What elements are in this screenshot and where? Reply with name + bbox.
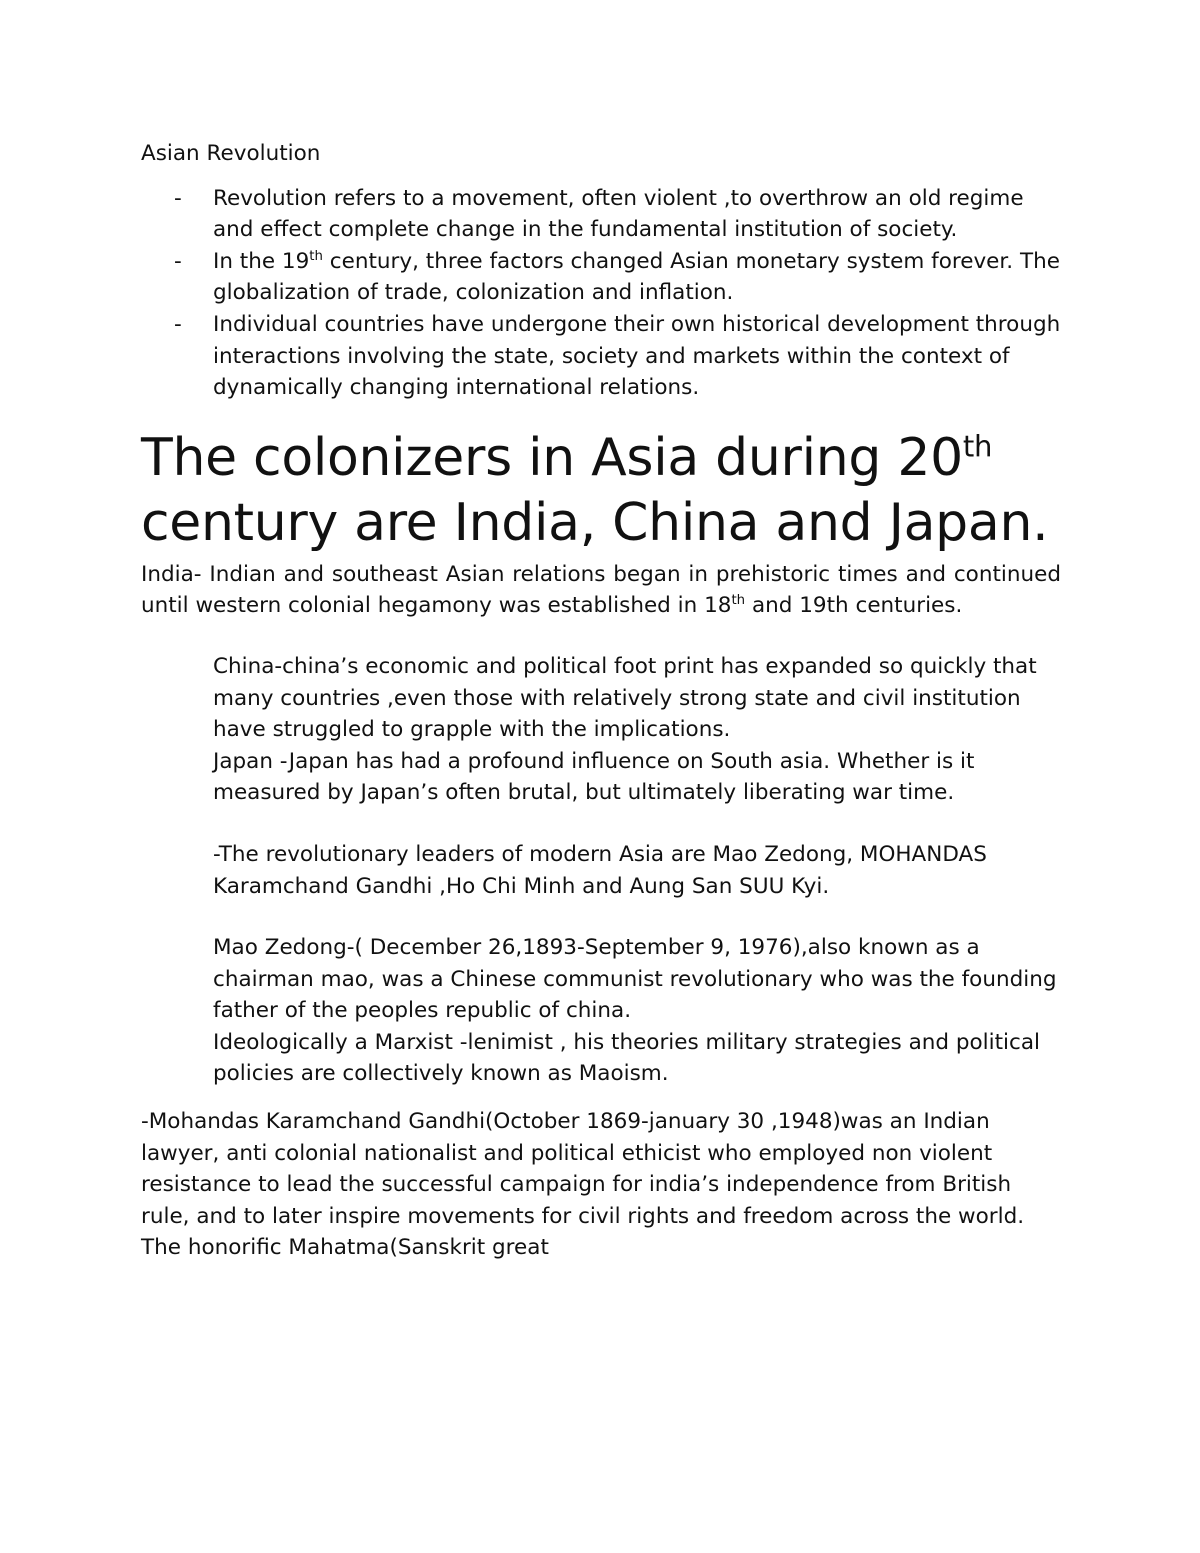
dash-marker: - [174, 311, 182, 337]
list-item-text: Individual countries have undergone their own historical development through interactions involving the state, society and markets within the context of dynamically changing international relations. [213, 311, 1061, 401]
section-heading [141, 426, 1061, 556]
list-item-text [213, 249, 1060, 306]
list-item [141, 309, 1061, 404]
india-paragraph [141, 559, 1061, 622]
dash-marker: - [174, 185, 182, 211]
mao-paragraph: Mao Zedong-( December 26,1893-September 9, 1976),also known as a chairman mao, was a Chinese communist revolutionary who was the founding father of the peoples republic of china. [213, 935, 1057, 1024]
list-item [141, 183, 1061, 246]
list-item-text-end: century, three factors changed Asian monetary system forever. The globalization of trade, colonization and inflation. [213, 248, 1060, 306]
ordinal-superscript: th [309, 248, 323, 264]
gandhi-paragraph: -Mohandas Karamchand Gandhi(October 1869-january 30 ,1948)was an Indian lawyer, anti colonial nationalist and political ethicist who employed non violent resistance to lead the successful campaign for india’s independence from British rule, and to later inspire movements for civil rights and freedom across the world. The honorific Mahatma(Sanskrit great [141, 1109, 1025, 1261]
document-title: Asian Revolution [141, 141, 321, 166]
japan-paragraph: Japan -Japan has had a profound influence on South asia. Whether is it measured by Japan’s often brutal, but ultimately liberating war time. [213, 748, 975, 806]
heading-text-end: century are India, China and Japan. [141, 492, 1049, 553]
ideology-paragraph: Ideologically a Marxist -lenimist , his theories military strategies and political policies are collectively known as Maoism. [213, 1029, 1040, 1087]
india-superscript: th [731, 593, 746, 609]
india-text-start: India- Indian and southeast Asian relations began in prehistoric times and continued until western colonial hegamony was established in 18 [141, 561, 1061, 619]
heading-superscript: th [962, 429, 993, 464]
leaders-paragraph: -The revolutionary leaders of modern Asia are Mao Zedong, MOHANDAS Karamchand Gandhi ,Ho Chi Minh and Aung San SUU Kyi. [213, 841, 987, 899]
list-item-text: Revolution refers to a movement, often violent ,to overthrow an old regime and effect complete change in the fundamental institution of society. [213, 185, 1024, 243]
definition-list [141, 183, 1061, 404]
dash-marker: - [174, 248, 182, 274]
list-item-text-start: In the 19 [213, 248, 310, 274]
china-paragraph: China-china’s economic and political foot print has expanded so quickly that many countries ,even those with relatively strong state and civil institution have struggled to grapple with the implications. [213, 653, 1037, 743]
list-item [141, 246, 1061, 309]
heading-text-start: The colonizers in Asia during 20 [141, 427, 963, 488]
india-text-end: and 19th centuries. [745, 593, 963, 619]
document-page [141, 138, 1061, 1264]
